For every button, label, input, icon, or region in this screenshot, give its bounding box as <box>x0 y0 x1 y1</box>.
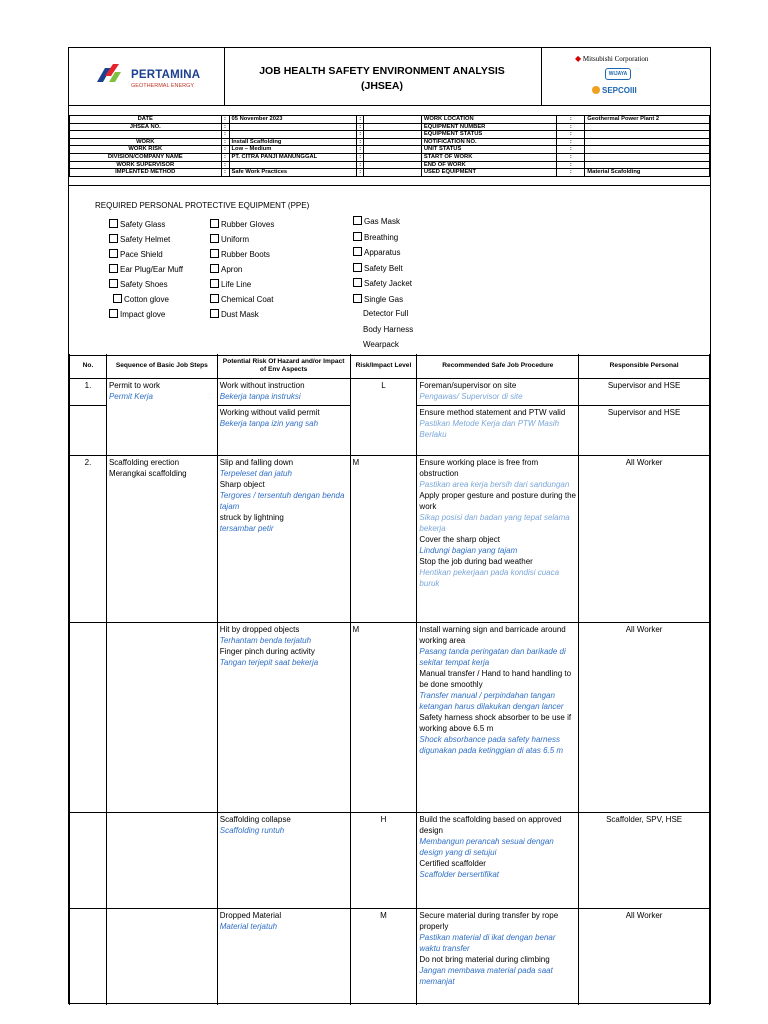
ppe-checkbox[interactable] <box>353 216 362 225</box>
partner-name-3: SEPCOIII <box>602 86 637 95</box>
info-value <box>585 138 710 146</box>
info-empty <box>364 123 422 131</box>
ppe-label: Safety Glass <box>120 220 166 229</box>
ppe-checkbox[interactable] <box>210 264 219 273</box>
procedure-text: Cover the sharp object <box>419 534 500 544</box>
wijaya-logo: WIJAYA <box>605 68 631 80</box>
ppe-item <box>210 294 273 305</box>
partner-name-1: Mitsubishi Corporation <box>582 55 649 63</box>
ppe-checkbox[interactable] <box>109 249 118 258</box>
procedure-translation: Pasang tanda peringatan dan barikade di sekitar tempat kerja <box>419 646 566 667</box>
info-colon: : <box>221 131 229 139</box>
info-label: EQUIPMENT NUMBER <box>421 123 557 131</box>
sepco-logo <box>592 86 637 95</box>
hazard-translation: Scaffolding runtuh <box>219 825 285 835</box>
info-label: WORK SUPERVISOR <box>70 161 222 169</box>
info-empty <box>364 131 422 139</box>
info-colon: : <box>221 161 229 169</box>
step-text: Permit to work <box>108 380 161 390</box>
procedure-translation: Scaffolder bersertifikat <box>419 869 500 879</box>
info-label: START OF WORK <box>421 153 557 161</box>
ppe-label: Safety Jacket <box>364 279 413 288</box>
ppe-item <box>353 247 400 258</box>
ppe-item <box>109 234 170 245</box>
hazard-text: Working without valid permit <box>219 407 320 417</box>
info-colon: : <box>357 161 364 169</box>
ppe-label: Impact glove <box>120 310 166 319</box>
info-row <box>70 161 710 169</box>
ppe-label: Single Gas <box>364 294 404 304</box>
ppe-item <box>353 216 400 227</box>
ppe-item <box>210 219 274 230</box>
procedure <box>417 378 579 405</box>
procedure-text: Stop the job during bad weather <box>419 556 533 566</box>
ppe-label: Safety Shoes <box>120 280 168 289</box>
info-empty <box>364 153 422 161</box>
job-step <box>106 455 217 622</box>
procedure-translation: Hentikan pekerjaan pada kondisi cuaca buruk <box>419 567 560 588</box>
row-no-empty <box>70 908 107 1005</box>
hazard-text: Work without instruction <box>219 380 305 390</box>
procedure-translation: Pastikan material di ikat dengan benar waktu transfer <box>419 932 556 953</box>
ppe-item <box>210 249 270 260</box>
hazard <box>217 622 350 812</box>
info-colon: : <box>557 123 585 131</box>
hazard-translation: Terhantam benda terjatuh <box>219 635 312 645</box>
ppe-label: Apron <box>221 265 243 274</box>
hazard <box>217 405 350 455</box>
procedure-translation: Sikap posisi dan badan yang tepat selama bekerja <box>419 512 570 533</box>
risk-level: H <box>350 812 417 908</box>
info-row <box>70 146 710 154</box>
procedure-translation: Pastikan area kerja bersih dari sandungan <box>419 479 570 489</box>
ppe-item <box>210 264 242 275</box>
mitsubishi-diamond-icon: ◆ <box>575 54 582 63</box>
info-label: NOTIFICATION NO. <box>421 138 557 146</box>
risk-level: M <box>350 455 417 622</box>
procedure-text: Manual transfer / Hand to hand handling to be done smoothly <box>419 668 572 689</box>
title-line-1: JOB HEALTH SAFETY ENVIRONMENT ANALYSIS <box>259 65 505 77</box>
document-header <box>69 48 710 106</box>
responsible: Supervisor and HSE <box>579 405 710 455</box>
table-row <box>70 455 710 622</box>
info-value: Safe Work Practices <box>229 169 357 177</box>
responsible: All Worker <box>579 908 710 1005</box>
row-no-empty <box>70 622 107 812</box>
ppe-checkbox[interactable] <box>109 234 118 243</box>
info-value <box>585 131 710 139</box>
title-line-2: (JHSEA) <box>360 80 403 92</box>
ppe-item <box>353 294 403 305</box>
info-table <box>69 115 710 177</box>
info-row <box>70 153 710 161</box>
info-colon: : <box>357 146 364 154</box>
ppe-item <box>353 232 398 243</box>
hazard-translation: Terpeleset dan jatuh <box>219 468 292 478</box>
table-row <box>70 908 710 1005</box>
ppe-label: Apparatus <box>364 248 401 257</box>
ppe-label: Uniform <box>221 235 250 244</box>
info-colon: : <box>557 161 585 169</box>
hazard-text: Hit by dropped objects <box>219 624 300 634</box>
info-colon: : <box>557 169 585 177</box>
hazard-text: Finger pinch during activity <box>219 646 315 656</box>
ppe-checkbox[interactable] <box>109 279 118 288</box>
info-label: EQUIPMENT STATUS <box>421 131 557 139</box>
ppe-item <box>363 340 399 350</box>
procedure <box>417 812 579 908</box>
ppe-label: Wearpack <box>363 340 399 349</box>
risk-empty <box>350 405 417 455</box>
info-value: Install Scaffolding <box>229 138 357 146</box>
info-value <box>585 153 710 161</box>
procedure-text: Secure material during transfer by rope properly <box>419 910 559 931</box>
hazard-translation: Bekerja tanpa izin yang sah <box>219 418 319 428</box>
procedure <box>417 405 579 455</box>
job-step-empty <box>106 622 217 812</box>
ppe-label: Dust Mask <box>221 310 259 319</box>
step-translation: Permit Kerja <box>108 391 153 401</box>
hazard-text: Sharp object <box>219 479 265 489</box>
ppe-checkbox[interactable] <box>353 294 362 303</box>
ppe-label: Cotton glove <box>124 295 169 304</box>
info-value: 05 November 2023 <box>229 116 357 124</box>
ppe-checkbox[interactable] <box>353 232 362 241</box>
mitsubishi-logo <box>575 54 648 63</box>
procedure-translation: Jangan membawa material pada saat memanjat <box>419 965 553 986</box>
responsible: All Worker <box>579 455 710 622</box>
ppe-checkbox[interactable] <box>109 309 118 318</box>
info-value <box>585 161 710 169</box>
info-colon: : <box>221 138 229 146</box>
step-text-2: Merangkai scaffolding <box>108 468 187 478</box>
job-step-empty <box>106 908 217 1005</box>
header-no: No. <box>70 354 107 378</box>
header-procedure: Recommended Safe Job Procedure <box>417 354 579 378</box>
ppe-item <box>210 279 251 290</box>
hazard <box>217 908 350 1005</box>
info-colon: : <box>357 116 364 124</box>
sepco-dot-icon <box>592 86 600 94</box>
ppe-label: Chemical Coat <box>221 295 274 304</box>
responsible: Supervisor and HSE <box>579 378 710 405</box>
ppe-item <box>109 279 168 290</box>
info-label: USED EQUIPMENT <box>421 169 557 177</box>
ppe-label: Safety Helmet <box>120 235 171 244</box>
info-value <box>229 123 357 131</box>
ppe-item <box>109 219 165 230</box>
responsible: Scaffolder, SPV, HSE <box>579 812 710 908</box>
ppe-checkbox[interactable] <box>210 279 219 288</box>
info-colon: : <box>357 169 364 177</box>
row-no-empty <box>70 812 107 908</box>
info-value: Material Scafolding <box>585 169 710 177</box>
procedure <box>417 455 579 622</box>
info-label: WORK RISK <box>70 146 222 154</box>
info-value <box>585 123 710 131</box>
info-value <box>229 131 357 139</box>
step-text: Scaffolding erection <box>108 457 180 467</box>
ppe-item <box>109 309 165 320</box>
info-empty <box>364 146 422 154</box>
row-no: 1. <box>70 378 107 405</box>
ppe-checkbox[interactable] <box>210 309 219 318</box>
ppe-checkbox[interactable] <box>210 219 219 228</box>
procedure-text: Certified scaffolder <box>419 858 486 868</box>
procedure <box>417 622 579 812</box>
table-row <box>70 622 710 812</box>
ppe-checkbox[interactable] <box>353 278 362 287</box>
ppe-item <box>353 263 403 274</box>
jhsea-table <box>69 354 710 1005</box>
pertamina-logo <box>95 62 201 89</box>
info-value: PT. CITRA PANJI MANUNGGAL <box>229 153 357 161</box>
hazard-text: Scaffolding collapse <box>219 814 291 824</box>
info-label: JHSEA NO. <box>70 123 222 131</box>
ppe-item <box>353 278 412 289</box>
hazard-translation: Bekerja tanpa instruksi <box>219 391 301 401</box>
header-responsible: Responsible Personal <box>579 354 710 378</box>
info-row <box>70 131 710 139</box>
ppe-label: Rubber Gloves <box>221 220 275 229</box>
procedure-translation: Pengawas/ Supervisor di site <box>419 391 523 401</box>
ppe-checkbox[interactable] <box>113 294 122 303</box>
procedure-text: Ensure method statement and PTW valid <box>419 407 566 417</box>
risk-level: M <box>350 908 417 1005</box>
info-colon: : <box>357 131 364 139</box>
ppe-checkbox[interactable] <box>210 294 219 303</box>
ppe-item <box>363 325 413 335</box>
ppe-checkbox[interactable] <box>109 219 118 228</box>
ppe-section <box>69 185 710 356</box>
ppe-label: Body Harness <box>363 324 414 334</box>
header-risk: Risk/Impact Level <box>350 354 417 378</box>
info-colon: : <box>557 153 585 161</box>
procedure-text: Safety harness shock absorber to be use if working above 6.5 m <box>419 712 572 733</box>
info-colon: : <box>557 131 585 139</box>
hazard-translation: Material terjatuh <box>219 921 278 931</box>
ppe-label: Rubber Boots <box>221 250 270 259</box>
info-colon: : <box>557 116 585 124</box>
ppe-checkbox[interactable] <box>210 234 219 243</box>
ppe-checkbox[interactable] <box>353 247 362 256</box>
hazard-text: Dropped Material <box>219 910 282 920</box>
info-colon: : <box>557 146 585 154</box>
hazard <box>217 812 350 908</box>
ppe-item <box>109 264 183 275</box>
ppe-item <box>210 234 249 245</box>
info-value <box>229 161 357 169</box>
ppe-label: Pace Shield <box>120 250 163 259</box>
ppe-item <box>113 294 169 305</box>
info-label: WORK <box>70 138 222 146</box>
ppe-checkbox[interactable] <box>109 264 118 273</box>
table-row <box>70 812 710 908</box>
procedure-text: Install warning sign and barricade around working area <box>419 624 566 645</box>
ppe-title: REQUIRED PERSONAL PROTECTIVE EQUIPMENT (PPE) <box>95 201 310 210</box>
hazard <box>217 378 350 405</box>
info-colon: : <box>557 138 585 146</box>
info-row <box>70 138 710 146</box>
ppe-item <box>363 309 408 319</box>
info-row <box>70 123 710 131</box>
procedure-text: Foreman/supervisor on site <box>419 380 517 390</box>
hazard-translation: tersambar petir <box>219 523 274 533</box>
info-colon: : <box>221 116 229 124</box>
ppe-label: Gas Mask <box>364 217 401 226</box>
info-value: Geothermal Power Plant 2 <box>585 116 710 124</box>
procedure-translation: Membangun perancah sesuai dengan design yang di setujui <box>419 836 554 857</box>
document-page <box>68 47 711 1004</box>
info-empty <box>364 161 422 169</box>
info-empty <box>364 169 422 177</box>
document-title <box>224 64 540 94</box>
info-label: UNIT STATUS <box>421 146 557 154</box>
risk-level: L <box>350 378 417 405</box>
procedure-text: Build the scaffolding based on approved design <box>419 814 562 835</box>
ppe-label: Detector Full <box>363 309 409 318</box>
ppe-label: Breathing <box>364 232 399 242</box>
table-row <box>70 405 710 455</box>
pertamina-logo-icon <box>95 62 127 84</box>
info-colon: : <box>221 146 229 154</box>
procedure-translation: Shock absorbance pada safety harness digunakan pada ketinggian di atas 6.5 m <box>419 734 564 755</box>
hazard-text: struck by lightning <box>219 512 284 522</box>
info-row <box>70 116 710 124</box>
job-step-empty <box>106 405 217 455</box>
job-step <box>106 378 217 405</box>
header-steps: Sequence of Basic Job Steps <box>106 354 217 378</box>
info-value <box>585 146 710 154</box>
hazard-translation: Tergores / tersentuh dengan benda tajam <box>219 490 345 511</box>
info-empty <box>364 138 422 146</box>
info-label <box>70 131 222 139</box>
row-no: 2. <box>70 455 107 622</box>
row-no-empty <box>70 405 107 455</box>
info-label: IMPLENTED METHOD <box>70 169 222 177</box>
info-colon: : <box>357 153 364 161</box>
job-step-empty <box>106 812 217 908</box>
ppe-item <box>210 309 259 320</box>
company-name: PERTAMINA <box>131 69 201 81</box>
procedure-text: Apply proper gesture and posture during the work <box>419 490 576 511</box>
ppe-checkbox[interactable] <box>353 263 362 272</box>
procedure-translation: Transfer manual / perpindahan tangan ketangan harus dilakukan dengan lancer <box>419 690 564 711</box>
hazard-text: Slip and falling down <box>219 457 294 467</box>
info-label: END OF WORK <box>421 161 557 169</box>
info-value: Low – Medium <box>229 146 357 154</box>
info-label: DIVISION/COMPANY NAME <box>70 153 222 161</box>
hazard-translation: Tangan terjepit saat bekerja <box>219 657 319 667</box>
ppe-checkbox[interactable] <box>210 249 219 258</box>
ppe-item <box>109 249 163 260</box>
risk-level: M <box>350 622 417 812</box>
info-colon: : <box>221 123 229 131</box>
info-empty <box>364 116 422 124</box>
responsible: All Worker <box>579 622 710 812</box>
procedure-text: Do not bring material during climbing <box>419 954 550 964</box>
info-colon: : <box>357 138 364 146</box>
ppe-label: Ear Plug/Ear Muff <box>120 265 183 274</box>
procedure-translation: Lindungi bagian yang tajam <box>419 545 518 555</box>
info-colon: : <box>221 169 229 177</box>
table-row <box>70 378 710 405</box>
ppe-label: Safety Belt <box>364 263 403 273</box>
info-row <box>70 169 710 177</box>
info-colon: : <box>221 153 229 161</box>
procedure-text: Ensure working place is free from obstruction <box>419 457 539 478</box>
header-hazard: Potential Risk Of Hazard and/or Impact of Env Aspects <box>217 354 350 378</box>
procedure-translation: Pastikan Metode Kerja dan PTW Masih Berlaku <box>419 418 560 439</box>
info-label: WORK LOCATION <box>421 116 557 124</box>
info-colon: : <box>357 123 364 131</box>
info-label: DATE <box>70 116 222 124</box>
hazard <box>217 455 350 622</box>
ppe-label: Life Line <box>221 280 252 289</box>
company-subtitle: GEOTHERMAL ENERGY <box>131 83 195 89</box>
procedure <box>417 908 579 1005</box>
